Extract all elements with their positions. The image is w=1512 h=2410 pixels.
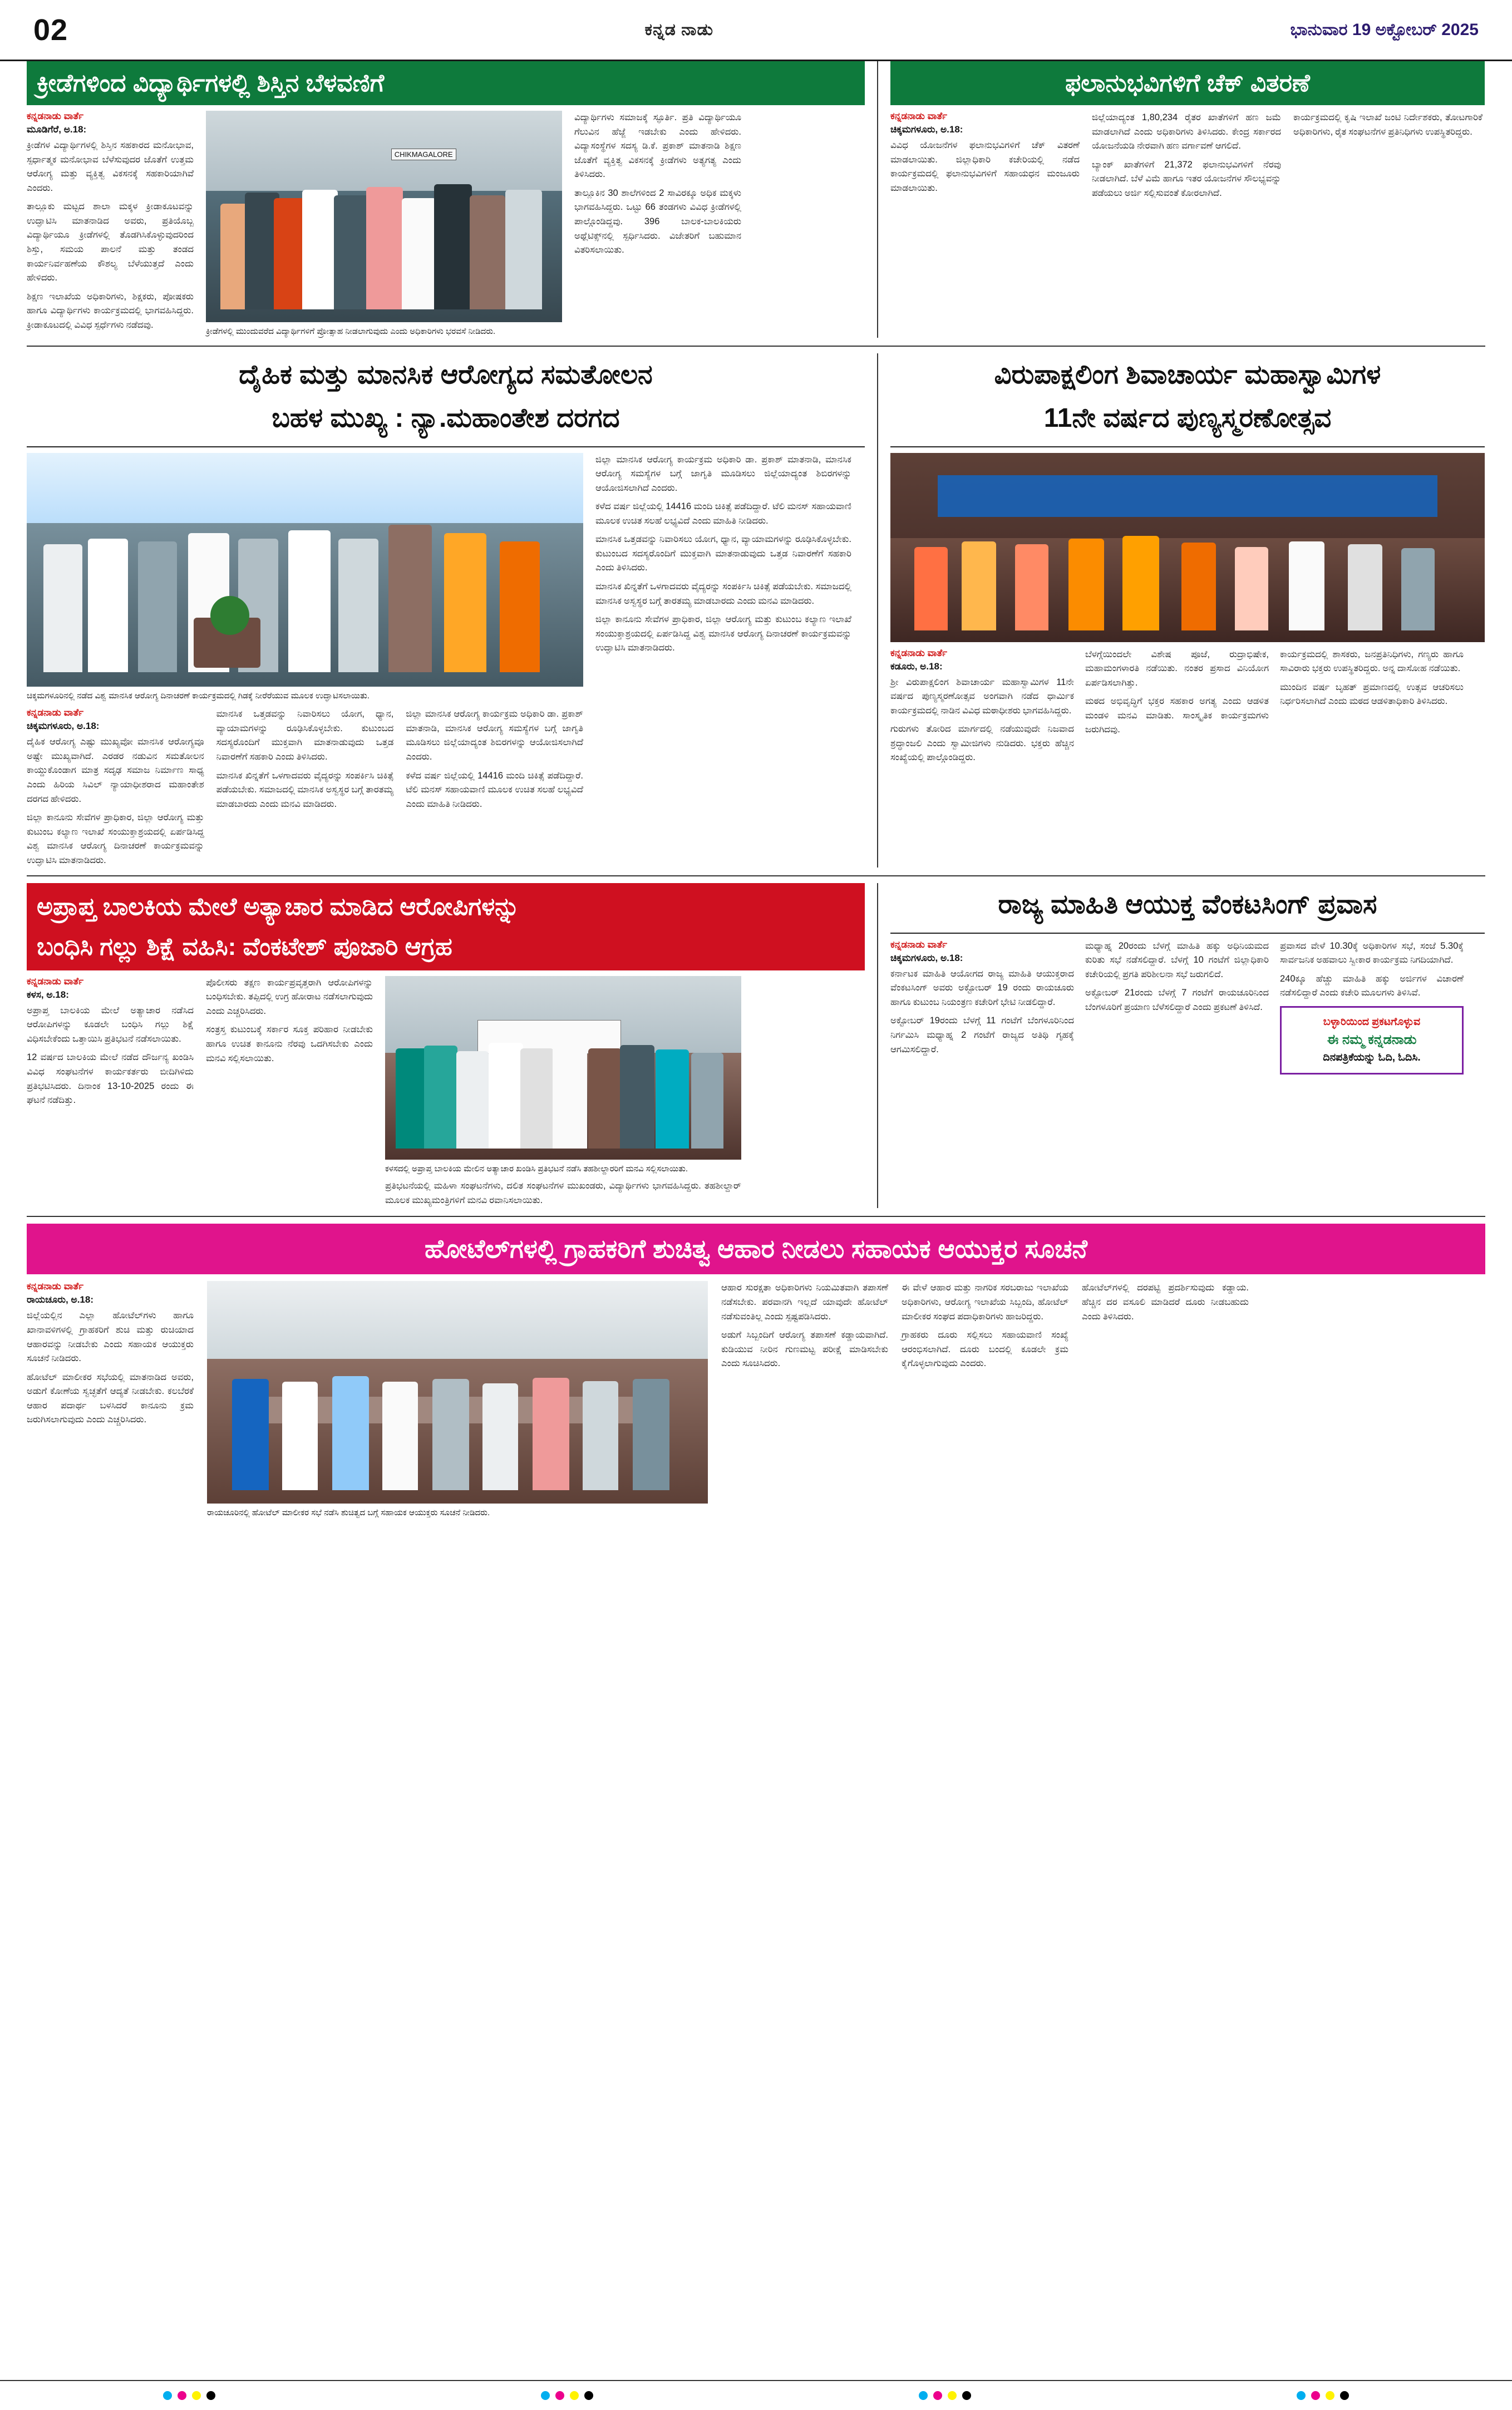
crime-dateline: ಕಳಸ, ಅ.18: bbox=[27, 989, 69, 1000]
health-side-col-d: ಮಾನಸಿಕ ಖಿನ್ನತೆಗೆ ಒಳಗಾದವರು ವೈದ್ಯರನ್ನು ಸಂಪರ್ಕಿಸಿ ಚಿಕಿತ್ಸೆ ಪಡೆಯಬೇಕು. ಸಮಾಜದಲ್ಲಿ ಮಾನಸಿಕ ಅಸ್ವಸ್ಥರ ಬಗ್ಗೆ ತಾರತಮ್ಯ ಮಾಡಬಾರದು ಎಂದು ಮನವಿ ಮಾಡಿದರು. bbox=[595, 581, 851, 606]
promo-line-2: ಈ ನಮ್ಮ ಕನ್ನಡನಾಡು bbox=[1327, 1032, 1417, 1048]
health-col3-a: ಜಿಲ್ಲಾ ಮಾನಸಿಕ ಆರೋಗ್ಯ ಕಾರ್ಯಕ್ರಮ ಅಧಿಕಾರಿ ಡಾ. ಪ್ರಕಾಶ್ ಮಾತನಾಡಿ, ಮಾನಸಿಕ ಆರೋಗ್ಯ ಸಮಸ್ಯೆಗಳ ಬಗ್ಗೆ ಜಾಗೃತಿ ಮೂಡಿಸಲು ಜಿಲ್ಲೆಯಾದ್ಯಂತ ಶಿಬಿರಗಳನ್ನು ಆಯೋಜಿಸಲಾಗಿದೆ ಎಂದರು. bbox=[406, 709, 584, 762]
rti-col3-a: ಪ್ರವಾಸದ ವೇಳೆ 10.30ಕ್ಕೆ ಅಧಿಕಾರಿಗಳ ಸಭೆ, ಸಂಜೆ 5.30ಕ್ಕೆ ಸಾರ್ವಜನಿಕ ಅಹವಾಲು ಸ್ವೀಕಾರ ಕಾರ್ಯಕ್ರಮ ನಿಗದಿಯಾಗಿದೆ. bbox=[1280, 940, 1464, 965]
health-side-col-a: ಜಿಲ್ಲಾ ಮಾನಸಿಕ ಆರೋಗ್ಯ ಕಾರ್ಯಕ್ರಮ ಅಧಿಕಾರಿ ಡಾ. ಪ್ರಕಾಶ್ ಮಾತನಾಡಿ, ಮಾನಸಿಕ ಆರೋಗ್ಯ ಸಮಸ್ಯೆಗಳ ಬಗ್ಗೆ ಜಾಗೃತಿ ಮೂಡಿಸಲು ಜಿಲ್ಲೆಯಾದ್ಯಂತ ಶಿಬಿರಗಳನ್ನು ಆಯೋಜಿಸಲಾಗಿದೆ ಎಂದರು. bbox=[595, 454, 851, 493]
health-col3-b: ಕಳೆದ ವರ್ಷ ಜಿಲ್ಲೆಯಲ್ಲಿ 14416 ಮಂದಿ ಚಿಕಿತ್ಸೆ ಪಡೆದಿದ್ದಾರೆ. ಟೆಲಿ ಮನಸ್ ಸಹಾಯವಾಣಿ ಮೂಲಕ ಉಚಿತ ಸಲಹೆ ಲಭ್ಯವಿದೆ ಎಂದು ಮಾಹಿತಿ ನೀಡಿದರು. bbox=[406, 770, 584, 809]
reg-dot-black bbox=[962, 2391, 971, 2400]
health-side-col-b: ಕಳೆದ ವರ್ಷ ಜಿಲ್ಲೆಯಲ್ಲಿ 14416 ಮಂದಿ ಚಿಕಿತ್ಸೆ ಪಡೆದಿದ್ದಾರೆ. ಟೆಲಿ ಮನಸ್ ಸಹಾಯವಾಣಿ ಮೂಲಕ ಉಚಿತ ಸಲಹೆ ಲಭ್ಯವಿದೆ ಎಂದು ಮಾಹಿತಿ ನೀಡಿದರು. bbox=[595, 501, 851, 526]
swamiji-col1-b: ಗುರುಗಳು ತೋರಿದ ಮಾರ್ಗದಲ್ಲಿ ನಡೆಯುವುದೇ ನಿಜವಾದ ಶ್ರದ್ಧಾಂಜಲಿ ಎಂದು ಸ್ವಾಮೀಜಿಗಳು ನುಡಿದರು. ಭಕ್ತರು ಹೆಚ್ಚಿನ ಸಂಖ್ಯೆಯಲ್ಲಿ ಪಾಲ್ಗೊಂಡಿದ್ದರು. bbox=[890, 724, 1074, 763]
cheque-byline: ಕನ್ನಡನಾಡು ವಾರ್ತೆ bbox=[890, 111, 948, 121]
swamiji-headline-line1: ವಿರುಪಾಕ್ಷಲಿಂಗ ಶಿವಾಚಾರ್ಯ ಮಹಾಸ್ವಾಮಿಗಳ bbox=[994, 359, 1381, 390]
crime-col1-a: ಅಪ್ರಾಪ್ತ ಬಾಲಕಿಯ ಮೇಲೆ ಅತ್ಯಾಚಾರ ನಡೆಸಿದ ಆರೋಪಿಗಳನ್ನು ಕೂಡಲೇ ಬಂಧಿಸಿ ಗಲ್ಲು ಶಿಕ್ಷೆ ವಿಧಿಸಬೇಕೆಂದು ಒತ್ತಾಯಿಸಿ ಪ್ರತಿಭಟನೆ ನಡೆಸಲಾಯಿತು. bbox=[27, 1005, 194, 1044]
health-col2-b: ಮಾನಸಿಕ ಖಿನ್ನತೆಗೆ ಒಳಗಾದವರು ವೈದ್ಯರನ್ನು ಸಂಪರ್ಕಿಸಿ ಚಿಕಿತ್ಸೆ ಪಡೆಯಬೇಕು. ಸಮಾಜದಲ್ಲಿ ಮಾನಸಿಕ ಅಸ್ವಸ್ಥರ ಬಗ್ಗೆ ತಾರತಮ್ಯ ಮಾಡಬಾರದು ಎಂದು ಮನವಿ ಮಾಡಿದರು. bbox=[216, 770, 394, 809]
promo-box[interactable] bbox=[1280, 1006, 1464, 1075]
reg-dot-cyan bbox=[541, 2391, 550, 2400]
cheque-para-1: ವಿವಿಧ ಯೋಜನೆಗಳ ಫಲಾನುಭವಿಗಳಿಗೆ ಚೆಕ್ ವಿತರಣೆ ಮಾಡಲಾಯಿತು. ಜಿಲ್ಲಾಧಿಕಾರಿ ಕಚೇರಿಯಲ್ಲಿ ನಡೆದ ಕಾರ್ಯಕ್ರಮದಲ್ಲಿ ಫಲಾನುಭವಿಗಳಿಗೆ ಸಹಾಯಧನ ಮಂಜೂರು ಮಾಡಲಾಯಿತು. bbox=[890, 140, 1080, 193]
sports-para-3: ಶಿಕ್ಷಣ ಇಲಾಖೆಯ ಅಧಿಕಾರಿಗಳು, ಶಿಕ್ಷಕರು, ಪೋಷಕರು ಹಾಗೂ ವಿದ್ಯಾರ್ಥಿಗಳು ಕಾರ್ಯಕ್ರಮದಲ್ಲಿ ಭಾಗವಹಿಸಿದ್ದರು. ಕ್ರೀಡಾಕೂಟದಲ್ಲಿ ವಿವಿಧ ಸ್ಪರ್ಧೆಗಳು ನಡೆದವು. bbox=[27, 291, 194, 330]
sports-col2-b: ತಾಲ್ಲೂಕಿನ 30 ಶಾಲೆಗಳಿಂದ 2 ಸಾವಿರಕ್ಕೂ ಅಧಿಕ ಮಕ್ಕಳು ಭಾಗವಹಿಸಿದ್ದರು. ಒಟ್ಟು 66 ತಂಡಗಳು ವಿವಿಧ ಕ್ರೀಡೆಗಳಲ್ಲಿ ಪಾಲ್ಗೊಂಡಿದ್ದವು. 396 ಬಾಲಕ-ಬಾಲಕಿಯರು ಅಥ್ಲೆಟಿಕ್ಸ್‌ನಲ್ಲಿ ಸ್ಪರ್ಧಿಸಿದರು. ವಿಜೇತರಿಗೆ ಬಹುಮಾನ ವಿತರಿಸಲಾಯಿತು. bbox=[574, 188, 741, 255]
reg-dot-cyan bbox=[919, 2391, 928, 2400]
crime-photo-caption: ಕಳಸದಲ್ಲಿ ಅಪ್ರಾಪ್ತ ಬಾಲಕಿಯ ಮೇಲಿನ ಅತ್ಯಾಚಾರ ಖಂಡಿಸಿ ಪ್ರತಿಭಟನೆ ನಡೆಸಿ ತಹಶೀಲ್ದಾರರಿಗೆ ಮನವಿ ಸಲ್ಲಿಸಲಾಯಿತು. bbox=[385, 1164, 688, 1174]
rti-byline: ಕನ್ನಡನಾಡು ವಾರ್ತೆ bbox=[890, 939, 948, 950]
hotel-col4: ಹೋಟೆಲ್‌ಗಳಲ್ಲಿ ದರಪಟ್ಟಿ ಪ್ರದರ್ಶಿಸುವುದು ಕಡ್ಡಾಯ. ಹೆಚ್ಚಿನ ದರ ವಸೂಲಿ ಮಾಡಿದರೆ ದೂರು ನೀಡಬಹುದು ಎಂದು ತಿಳಿಸಿದರು. bbox=[1082, 1283, 1249, 1322]
reg-dot-magenta bbox=[555, 2391, 564, 2400]
rti-col1-b: ಅಕ್ಟೋಬರ್ 19ರಂದು ಬೆಳಗ್ಗೆ 11 ಗಂಟೆಗೆ ಬೆಂಗಳೂರಿನಿಂದ ನಿರ್ಗಮಿಸಿ ಮಧ್ಯಾಹ್ನ 2 ಗಂಟೆಗೆ ರಾಜ್ಯದ ಅತಿಥಿ ಗೃಹಕ್ಕೆ ಆಗಮಿಸಲಿದ್ದಾರೆ. bbox=[890, 1016, 1074, 1054]
health-photo bbox=[27, 453, 583, 687]
health-side-col-e: ಜಿಲ್ಲಾ ಕಾನೂನು ಸೇವೆಗಳ ಪ್ರಾಧಿಕಾರ, ಜಿಲ್ಲಾ ಆರೋಗ್ಯ ಮತ್ತು ಕುಟುಂಬ ಕಲ್ಯಾಣ ಇಲಾಖೆ ಸಂಯುಕ್ತಾಶ್ರಯದಲ್ಲಿ ಏರ್ಪಡಿಸಿದ್ದ ವಿಶ್ವ ಮಾನಸಿಕ ಆರೋಗ್ಯ ದಿನಾಚರಣೆ ಕಾರ್ಯಕ್ರಮವನ್ನು ಉದ್ಘಾಟಿಸಿ ಮಾತನಾಡಿದರು. bbox=[595, 614, 851, 653]
cheque-para-2: ಜಿಲ್ಲೆಯಾದ್ಯಂತ 1,80,234 ರೈತರ ಖಾತೆಗಳಿಗೆ ಹಣ ಜಮೆ ಮಾಡಲಾಗಿದೆ ಎಂದು ಅಧಿಕಾರಿಗಳು ತಿಳಿಸಿದರು. ಕೇಂದ್ರ ಸರ್ಕಾರದ ಯೋಜನೆಯಡಿ ನೇರವಾಗಿ ಹಣ ವರ್ಗಾವಣೆ ಆಗಲಿದೆ. bbox=[1092, 112, 1281, 151]
sports-para-2: ತಾಲ್ಲೂಕು ಮಟ್ಟದ ಶಾಲಾ ಮಕ್ಕಳ ಕ್ರೀಡಾಕೂಟವನ್ನು ಉದ್ಘಾಟಿಸಿ ಮಾತನಾಡಿದ ಅವರು, ಪ್ರತಿಯೊಬ್ಬ ವಿದ್ಯಾರ್ಥಿಯೂ ಕ್ರೀಡೆಗಳಲ್ಲಿ ತೊಡಗಿಸಿಕೊಳ್ಳುವುದರಿಂದ ಶಿಸ್ತು, ಸಮಯ ಪಾಲನೆ ಮತ್ತು ತಂಡದ ಕಾರ್ಯನಿರ್ವಹಣೆಯ ಕೌಶಲ್ಯ ಬೆಳೆಯುತ್ತದೆ ಎಂದು ಹೇಳಿದರು. bbox=[27, 201, 194, 283]
article-crime bbox=[27, 883, 878, 1208]
rti-col2-b: ಅಕ್ಟೋಬರ್ 21ರಂದು ಬೆಳಗ್ಗೆ 7 ಗಂಟೆಗೆ ರಾಯಚೂರಿನಿಂದ ಬೆಂಗಳೂರಿಗೆ ಪ್ರಯಾಣ ಬೆಳೆಸಲಿದ್ದಾರೆ ಎಂದು ಪ್ರಕಟಣೆ ತಿಳಿಸಿದೆ. bbox=[1085, 988, 1269, 1012]
publication-logo bbox=[645, 21, 714, 40]
crime-col1-b: 12 ವರ್ಷದ ಬಾಲಕಿಯ ಮೇಲೆ ನಡೆದ ದೌರ್ಜನ್ಯ ಖಂಡಿಸಿ ವಿವಿಧ ಸಂಘಟನೆಗಳ ಕಾರ್ಯಕರ್ತರು ಬೀದಿಗಿಳಿದು ಪ್ರತಿಭಟಿಸಿದರು. ದಿನಾಂಕ 13-10-2025 ರಂದು ಈ ಘಟನೆ ನಡೆದಿತ್ತು. bbox=[27, 1052, 194, 1106]
promo-line-3: ದಿನಪತ್ರಿಕೆಯನ್ನು ಓದಿ, ಓದಿಸಿ. bbox=[1323, 1052, 1421, 1064]
page-number: 02 bbox=[33, 13, 68, 47]
rti-headline: ರಾಜ್ಯ ಮಾಹಿತಿ ಆಯುಕ್ತ ವೆಂಕಟಸಿಂಗ್ ಪ್ರವಾಸ bbox=[998, 890, 1377, 920]
sports-col2-a: ವಿದ್ಯಾರ್ಥಿಗಳು ಸಮಾಜಕ್ಕೆ ಸ್ಫೂರ್ತಿ. ಪ್ರತಿ ವಿದ್ಯಾರ್ಥಿಯೂ ಗೆಲುವಿನ ಹೆಜ್ಜೆ ಇಡಬೇಕು ಎಂದು ಹೇಳಿದರು. ವಿದ್ಯಾಸಂಸ್ಥೆಗಳ ಸದಸ್ಯ ಡಿ.ಕೆ. ಪ್ರಕಾಶ್ ಮಾತನಾಡಿ ಶಿಕ್ಷಣ ಜೊತೆಗೆ ವ್ಯಕ್ತಿತ್ವ ವಿಕಸನಕ್ಕೆ ಕ್ರೀಡೆಗಳು ಅತ್ಯಗತ್ಯ ಎಂದು ತಿಳಿಸಿದರು. bbox=[574, 112, 741, 180]
crime-col3: ಪ್ರತಿಭಟನೆಯಲ್ಲಿ ಮಹಿಳಾ ಸಂಘಟನೆಗಳು, ದಲಿತ ಸಂಘಟನೆಗಳ ಮುಖಂಡರು, ವಿದ್ಯಾರ್ಥಿಗಳು ಭಾಗವಹಿಸಿದ್ದರು. ತಹಶೀಲ್ದಾರ್ ಮೂಲಕ ಮುಖ್ಯಮಂತ್ರಿಗಳಿಗೆ ಮನವಿ ರವಾನಿಸಲಾಯಿತು. bbox=[385, 1181, 741, 1206]
hotel-photo-caption: ರಾಯಚೂರಿನಲ್ಲಿ ಹೋಟೆಲ್ ಮಾಲೀಕರ ಸಭೆ ನಡೆಸಿ ಶುಚಿತ್ವದ ಬಗ್ಗೆ ಸಹಾಯಕ ಆಯುಕ್ತರು ಸೂಚನೆ ನೀಡಿದರು. bbox=[207, 1508, 490, 1518]
health-col2-a: ಮಾನಸಿಕ ಒತ್ತಡವನ್ನು ನಿವಾರಿಸಲು ಯೋಗ, ಧ್ಯಾನ, ವ್ಯಾಯಾಮಗಳನ್ನು ರೂಢಿಸಿಕೊಳ್ಳಬೇಕು. ಕುಟುಂಬದ ಸದಸ್ಯರೊಂದಿಗೆ ಮುಕ್ತವಾಗಿ ಮಾತನಾಡುವುದು ಒತ್ತಡ ನಿವಾರಣೆಗೆ ಸಹಕಾರಿ ಎಂದು ತಿಳಿಸಿದರು. bbox=[216, 709, 394, 762]
health-photo-caption: ಚಿಕ್ಕಮಗಳೂರಿನಲ್ಲಿ ನಡೆದ ವಿಶ್ವ ಮಾನಸಿಕ ಆರೋಗ್ಯ ದಿನಾಚರಣೆ ಕಾರ್ಯಕ್ರಮದಲ್ಲಿ ಗಿಡಕ್ಕೆ ನೀರೆರೆಯುವ ಮೂಲಕ ಉದ್ಘಾಟಿಸಲಾಯಿತು. bbox=[27, 691, 370, 701]
article-hotel bbox=[27, 1216, 1485, 1520]
reg-group-2 bbox=[541, 2391, 593, 2400]
health-dateline: ಚಿಕ್ಕಮಗಳೂರು, ಅ.18: bbox=[27, 721, 100, 732]
masthead bbox=[0, 0, 1512, 61]
health-col1-a: ದೈಹಿಕ ಆರೋಗ್ಯ ಎಷ್ಟು ಮುಖ್ಯವೋ ಮಾನಸಿಕ ಆರೋಗ್ಯವೂ ಅಷ್ಟೇ ಮುಖ್ಯವಾಗಿದೆ. ಎರಡರ ನಡುವಿನ ಸಮತೋಲನ ಕಾಯ್ದುಕೊಂಡಾಗ ಮಾತ್ರ ಸದೃಢ ಸಮಾಜ ನಿರ್ಮಾಣ ಸಾಧ್ಯ ಎಂದು ಹಿರಿಯ ಸಿವಿಲ್ ನ್ಯಾಯಾಧೀಶರಾದ ಮಹಾಂತೇಶ ದರಗದ ಹೇಳಿದರು. bbox=[27, 737, 204, 804]
sports-para-1: ಕ್ರೀಡೆಗಳ ವಿದ್ಯಾರ್ಥಿಗಳಲ್ಲಿ ಶಿಸ್ತಿನ ಸಹಕಾರದ ಮನೋಭಾವ, ಸ್ಪರ್ಧಾತ್ಮಕ ಮನೋಭಾವ ಬೆಳೆಸುವುದರ ಜೊತೆಗೆ ಉತ್ತಮ ಆರೋಗ್ಯ ಮತ್ತು ವ್ಯಕ್ತಿತ್ವ ವಿಕಸನಕ್ಕೆ ಸಹಕಾರಿಯಾಗಿವೆ ಎಂದರು. bbox=[27, 140, 194, 193]
rti-dateline: ಚಿಕ್ಕಮಗಳೂರು, ಅ.18: bbox=[890, 952, 963, 963]
sports-headline: ಕ್ರೀಡೆಗಳಿಂದ ವಿದ್ಯಾರ್ಥಿಗಳಲ್ಲಿ ಶಿಸ್ತಿನ ಬೆಳವಣಿಗೆ bbox=[27, 61, 865, 105]
health-byline: ಕನ್ನಡನಾಡು ವಾರ್ತೆ bbox=[27, 707, 84, 718]
rti-col1-a: ಕರ್ನಾಟಕ ಮಾಹಿತಿ ಆಯೋಗದ ರಾಜ್ಯ ಮಾಹಿತಿ ಆಯುಕ್ತರಾದ ವೆಂಕಟಸಿಂಗ್ ಅವರು ಅಕ್ಟೋಬರ್ 19 ರಂದು ರಾಯಚೂರು ಹಾಗೂ ಕುಟುಂಬ ನಿಯಂತ್ರಣ ಕಚೇರಿಗೆ ಭೇಟಿ ನೀಡಲಿದ್ದಾರೆ. bbox=[890, 968, 1074, 1007]
registration-marks-bar bbox=[0, 2380, 1512, 2410]
crime-byline: ಕನ್ನಡನಾಡು ವಾರ್ತೆ bbox=[27, 975, 84, 987]
hotel-col1-b: ಹೋಟೆಲ್ ಮಾಲೀಕರ ಸಭೆಯಲ್ಲಿ ಮಾತನಾಡಿದ ಅವರು, ಅಡುಗೆ ಕೋಣೆಯ ಸ್ವಚ್ಛತೆಗೆ ಆದ್ಯತೆ ನೀಡಬೇಕು. ಕಲಬೆರಕೆ ಆಹಾರ ಪದಾರ್ಥ ಬಳಸಿದರೆ ಕಾನೂನು ಕ್ರಮ ಜರುಗಿಸಲಾಗುವುದು ಎಂದು ಎಚ್ಚರಿಸಿದರು. bbox=[27, 1372, 194, 1425]
sports-photo-caption: ಕ್ರೀಡೆಗಳಲ್ಲಿ ಮುಂದುವರೆದ ವಿದ್ಯಾರ್ಥಿಗಳಿಗೆ ಪ್ರೋತ್ಸಾಹ ನೀಡಲಾಗುವುದು ಎಂದು ಅಧಿಕಾರಿಗಳು ಭರವಸೆ ನೀಡಿದರು. bbox=[206, 327, 496, 336]
crime-photo bbox=[385, 976, 741, 1160]
cheque-headline: ಫಲಾನುಭವಿಗಳಿಗೆ ಚೆಕ್ ವಿತರಣೆ bbox=[890, 61, 1485, 105]
reg-dot-black bbox=[1340, 2391, 1349, 2400]
reg-dot-yellow bbox=[570, 2391, 579, 2400]
swamiji-dateline: ಕಡೂರು, ಅ.18: bbox=[890, 661, 943, 672]
health-headline-line1: ದೈಹಿಕ ಮತ್ತು ಮಾನಸಿಕ ಆರೋಗ್ಯದ ಸಮತೋಲನ bbox=[239, 359, 653, 390]
swamiji-col1-a: ಶ್ರೀ ವಿರುಪಾಕ್ಷಲಿಂಗ ಶಿವಾಚಾರ್ಯ ಮಹಾಸ್ವಾಮಿಗಳ 11ನೇ ವರ್ಷದ ಪುಣ್ಯಸ್ಮರಣೋತ್ಸವ ಅಂಗವಾಗಿ ನಡೆದ ಧಾರ್ಮಿಕ ಕಾರ್ಯಕ್ರಮದಲ್ಲಿ ನಾಡಿನ ವಿವಿಧ ಮಠಾಧೀಶರು ಭಾಗವಹಿಸಿದ್ದರು. bbox=[890, 677, 1074, 716]
rti-col3-b: 240ಕ್ಕೂ ಹೆಚ್ಚು ಮಾಹಿತಿ ಹಕ್ಕು ಅರ್ಜಿಗಳ ವಿಚಾರಣೆ ನಡೆಸಲಿದ್ದಾರೆ ಎಂದು ಕಚೇರಿ ಮೂಲಗಳು ತಿಳಿಸಿವೆ. bbox=[1280, 973, 1464, 998]
cheque-dateline: ಚಿಕ್ಕಮಗಳೂರು, ಅ.18: bbox=[890, 124, 963, 135]
health-headline-line2: ಬಹಳ ಮುಖ್ಯ : ನ್ಯಾ.ಮಹಾಂತೇಶ ದರಗದ bbox=[272, 403, 620, 433]
top-section bbox=[27, 61, 1485, 338]
cheque-para-3: ಬ್ಯಾಂಕ್ ಖಾತೆಗಳಿಗೆ 21,372 ಫಲಾನುಭವಿಗಳಿಗೆ ನೆರವು ನೀಡಲಾಗಿದೆ. ಬೆಳೆ ವಿಮೆ ಹಾಗೂ ಇತರ ಯೋಜನೆಗಳ ಸೌಲಭ್ಯವನ್ನು ಪಡೆಯಲು ಅರ್ಜಿ ಸಲ್ಲಿಸುವಂತೆ ಕೋರಲಾಗಿದೆ. bbox=[1092, 159, 1281, 198]
hotel-col2-a: ಆಹಾರ ಸುರಕ್ಷತಾ ಅಧಿಕಾರಿಗಳು ನಿಯಮಿತವಾಗಿ ತಪಾಸಣೆ ನಡೆಸಬೇಕು. ಪರವಾನಗಿ ಇಲ್ಲದೆ ಯಾವುದೇ ಹೋಟೆಲ್ ನಡೆಸುವಂತಿಲ್ಲ ಎಂದು ಸ್ಪಷ್ಟಪಡಿಸಿದರು. bbox=[721, 1283, 888, 1322]
article-health bbox=[27, 353, 878, 868]
promo-line-1: ಬಳ್ಳಾರಿಯಿಂದ ಪ್ರಕಟಗೊಳ್ಳುವ bbox=[1323, 1016, 1421, 1028]
reg-dot-black bbox=[206, 2391, 215, 2400]
page-content bbox=[0, 61, 1512, 1519]
reg-dot-magenta bbox=[933, 2391, 942, 2400]
article-swamiji bbox=[878, 353, 1485, 868]
swamiji-col3-b: ಮುಂದಿನ ವರ್ಷ ಬೃಹತ್ ಪ್ರಮಾಣದಲ್ಲಿ ಉತ್ಸವ ಆಚರಿಸಲು ನಿರ್ಧರಿಸಲಾಗಿದೆ ಎಂದು ಮಠದ ಆಡಳಿತಾಧಿಕಾರಿ ತಿಳಿಸಿದರು. bbox=[1280, 682, 1464, 707]
swamiji-byline: ಕನ್ನಡನಾಡು ವಾರ್ತೆ bbox=[890, 647, 948, 658]
crime-col2-a: ಪೊಲೀಸರು ತಕ್ಷಣ ಕಾರ್ಯಪ್ರವೃತ್ತರಾಗಿ ಆರೋಪಿಗಳನ್ನು ಬಂಧಿಸಬೇಕು. ತಪ್ಪಿದಲ್ಲಿ ಉಗ್ರ ಹೋರಾಟ ನಡೆಸಲಾಗುವುದು ಎಂದು ಎಚ್ಚರಿಸಿದರು. bbox=[206, 977, 373, 1016]
reg-group-4 bbox=[1297, 2391, 1349, 2400]
crime-headline-line1: ಅಪ್ರಾಪ್ತ ಬಾಲಕಿಯ ಮೇಲೆ ಅತ್ಯಾಚಾರ ಮಾಡಿದ ಆರೋಪಿಗಳನ್ನು bbox=[27, 883, 865, 930]
hotel-col3-a: ಈ ವೇಳೆ ಆಹಾರ ಮತ್ತು ನಾಗರಿಕ ಸರಬರಾಜು ಇಲಾಖೆಯ ಅಧಿಕಾರಿಗಳು, ಆರೋಗ್ಯ ಇಲಾಖೆಯ ಸಿಬ್ಬಂದಿ, ಹೋಟೆಲ್ ಮಾಲೀಕರ ಸಂಘದ ಪದಾಧಿಕಾರಿಗಳು ಹಾಜರಿದ್ದರು. bbox=[902, 1283, 1068, 1322]
hotel-col1-a: ಜಿಲ್ಲೆಯಲ್ಲಿನ ಎಲ್ಲಾ ಹೋಟೆಲ್‌ಗಳು ಹಾಗೂ ಖಾನಾವಳಿಗಳಲ್ಲಿ ಗ್ರಾಹಕರಿಗೆ ಶುಚಿ ಮತ್ತು ರುಚಿಯಾದ ಆಹಾರವನ್ನು ನೀಡಬೇಕು ಎಂದು ಸಹಾಯಕ ಆಯುಕ್ತರು ಸೂಚನೆ ನೀಡಿದರು. bbox=[27, 1310, 194, 1364]
swamiji-col2-b: ಮಠದ ಅಭಿವೃದ್ಧಿಗೆ ಭಕ್ತರ ಸಹಕಾರ ಅಗತ್ಯ ಎಂದು ಆಡಳಿತ ಮಂಡಳಿ ಮನವಿ ಮಾಡಿತು. ಸಾಂಸ್ಕೃತಿಕ ಕಾರ್ಯಕ್ರಮಗಳು ಜರುಗಿದವು. bbox=[1085, 696, 1269, 735]
hotel-dateline: ರಾಯಚೂರು, ಅ.18: bbox=[27, 1294, 93, 1305]
hotel-headline: ಹೋಟೆಲ್‌ಗಳಲ್ಲಿ ಗ್ರಾಹಕರಿಗೆ ಶುಚಿತ್ವ ಆಹಾರ ನೀಡಲು ಸಹಾಯಕ ಆಯುಕ್ತರ ಸೂಚನೆ bbox=[27, 1224, 1485, 1275]
photo-banner-tag: CHIKMAGALORE bbox=[391, 149, 456, 160]
logo-text: ಕನ್ನಡ ನಾಡು bbox=[644, 20, 714, 39]
cheque-para-4: ಕಾರ್ಯಕ್ರಮದಲ್ಲಿ ಕೃಷಿ ಇಲಾಖೆ ಜಂಟಿ ನಿರ್ದೇಶಕರು, ತೋಟಗಾರಿಕೆ ಅಧಿಕಾರಿಗಳು, ರೈತ ಸಂಘಟನೆಗಳ ಪ್ರತಿನಿಧಿಗಳು ಉಪಸ್ಥಿತರಿದ್ದರು. bbox=[1293, 112, 1483, 137]
health-col1-b: ಜಿಲ್ಲಾ ಕಾನೂನು ಸೇವೆಗಳ ಪ್ರಾಧಿಕಾರ, ಜಿಲ್ಲಾ ಆರೋಗ್ಯ ಮತ್ತು ಕುಟುಂಬ ಕಲ್ಯಾಣ ಇಲಾಖೆ ಸಂಯುಕ್ತಾಶ್ರಯದಲ್ಲಿ ಏರ್ಪಡಿಸಿದ್ದ ವಿಶ್ವ ಮಾನಸಿಕ ಆರೋಗ್ಯ ದಿನಾಚರಣೆ ಕಾರ್ಯಕ್ರಮವನ್ನು ಉದ್ಘಾಟಿಸಿ ಮಾತನಾಡಿದರು. bbox=[27, 812, 204, 865]
mid-section bbox=[27, 346, 1485, 868]
crime-col2-b: ಸಂತ್ರಸ್ತ ಕುಟುಂಬಕ್ಕೆ ಸರ್ಕಾರ ಸೂಕ್ತ ಪರಿಹಾರ ನೀಡಬೇಕು ಹಾಗೂ ಉಚಿತ ಕಾನೂನು ನೆರವು ಒದಗಿಸಬೇಕು ಎಂದು ಮನವಿ ಸಲ್ಲಿಸಲಾಯಿತು. bbox=[206, 1024, 373, 1063]
hotel-byline: ಕನ್ನಡನಾಡು ವಾರ್ತೆ bbox=[27, 1281, 84, 1292]
rti-col2-a: ಮಧ್ಯಾಹ್ನ 20ರಂದು ಬೆಳಗ್ಗೆ ಮಾಹಿತಿ ಹಕ್ಕು ಅಧಿನಿಯಮದ ಕುರಿತು ಸಭೆ ನಡೆಸಲಿದ್ದಾರೆ. ಬೆಳಗ್ಗೆ 10 ಗಂಟೆಗೆ ಜಿಲ್ಲಾಧಿಕಾರಿ ಕಚೇರಿಯಲ್ಲಿ ಪ್ರಗತಿ ಪರಿಶೀಲನಾ ಸಭೆ ಜರುಗಲಿದೆ. bbox=[1085, 940, 1269, 979]
reg-group-1 bbox=[163, 2391, 215, 2400]
swamiji-photo bbox=[890, 453, 1485, 642]
sports-byline: ಕನ್ನಡನಾಡು ವಾರ್ತೆ bbox=[27, 111, 84, 121]
hotel-col3-b: ಗ್ರಾಹಕರು ದೂರು ಸಲ್ಲಿಸಲು ಸಹಾಯವಾಣಿ ಸಂಖ್ಯೆ ಆರಂಭಿಸಲಾಗಿದೆ. ದೂರು ಬಂದಲ್ಲಿ ಕೂಡಲೇ ಕ್ರಮ ಕೈಗೊಳ್ಳಲಾಗುವುದು ಎಂದರು. bbox=[902, 1330, 1068, 1369]
reg-group-3 bbox=[919, 2391, 971, 2400]
health-side-col-c: ಮಾನಸಿಕ ಒತ್ತಡವನ್ನು ನಿವಾರಿಸಲು ಯೋಗ, ಧ್ಯಾನ, ವ್ಯಾಯಾಮಗಳನ್ನು ರೂಢಿಸಿಕೊಳ್ಳಬೇಕು. ಕುಟುಂಬದ ಸದಸ್ಯರೊಂದಿಗೆ ಮುಕ್ತವಾಗಿ ಮಾತನಾಡುವುದು ಒತ್ತಡ ನಿವಾರಣೆಗೆ ಸಹಕಾರಿ ಎಂದು ತಿಳಿಸಿದರು. bbox=[595, 534, 851, 573]
swamiji-headline-line2: 11ನೇ ವರ್ಷದ ಪುಣ್ಯಸ್ಮರಣೋತ್ಸವ bbox=[1043, 403, 1332, 433]
swamiji-col2-a: ಬೆಳಗ್ಗೆಯಿಂದಲೇ ವಿಶೇಷ ಪೂಜೆ, ರುದ್ರಾಭಿಷೇಕ, ಮಹಾಮಂಗಳಾರತಿ ನಡೆಯಿತು. ನಂತರ ಪ್ರಸಾದ ವಿನಿಯೋಗ ಏರ್ಪಡಿಸಲಾಗಿತ್ತು. bbox=[1085, 649, 1269, 688]
reg-dot-cyan bbox=[163, 2391, 172, 2400]
reg-dot-yellow bbox=[1326, 2391, 1334, 2400]
hotel-photo bbox=[207, 1281, 708, 1504]
reg-dot-black bbox=[584, 2391, 593, 2400]
sports-dateline: ಮೂಡಿಗೆರೆ, ಅ.18: bbox=[27, 124, 87, 135]
reg-dot-yellow bbox=[192, 2391, 201, 2400]
article-rti bbox=[878, 883, 1485, 1208]
swamiji-col3-a: ಕಾರ್ಯಕ್ರಮದಲ್ಲಿ ಶಾಸಕರು, ಜನಪ್ರತಿನಿಧಿಗಳು, ಗಣ್ಯರು ಹಾಗೂ ಸಾವಿರಾರು ಭಕ್ತರು ಉಪಸ್ಥಿತರಿದ್ದರು. ಅನ್ನ ದಾಸೋಹ ನಡೆಯಿತು. bbox=[1280, 649, 1464, 674]
issue-date: ಭಾನುವಾರ 19 ಅಕ್ಟೋಬರ್ 2025 bbox=[1290, 20, 1479, 39]
hotel-col2-b: ಅಡುಗೆ ಸಿಬ್ಬಂದಿಗೆ ಆರೋಗ್ಯ ತಪಾಸಣೆ ಕಡ್ಡಾಯವಾಗಿದೆ. ಕುಡಿಯುವ ನೀರಿನ ಗುಣಮಟ್ಟ ಪರೀಕ್ಷೆ ಮಾಡಿಸಬೇಕು ಎಂದು ಸೂಚಿಸಿದರು. bbox=[721, 1330, 888, 1369]
reg-dot-yellow bbox=[948, 2391, 957, 2400]
crime-headline-line2: ಬಂಧಿಸಿ ಗಲ್ಲು ಶಿಕ್ಷೆ ವಹಿಸಿ: ವೆಂಕಟೇಶ್ ಪೂಜಾರಿ ಆಗ್ರಹ bbox=[27, 931, 865, 970]
bottom-section bbox=[27, 875, 1485, 1208]
sports-photo bbox=[206, 111, 562, 322]
reg-dot-cyan bbox=[1297, 2391, 1306, 2400]
article-sports bbox=[27, 61, 878, 338]
article-cheque bbox=[878, 61, 1485, 338]
reg-dot-magenta bbox=[1311, 2391, 1320, 2400]
reg-dot-magenta bbox=[178, 2391, 186, 2400]
